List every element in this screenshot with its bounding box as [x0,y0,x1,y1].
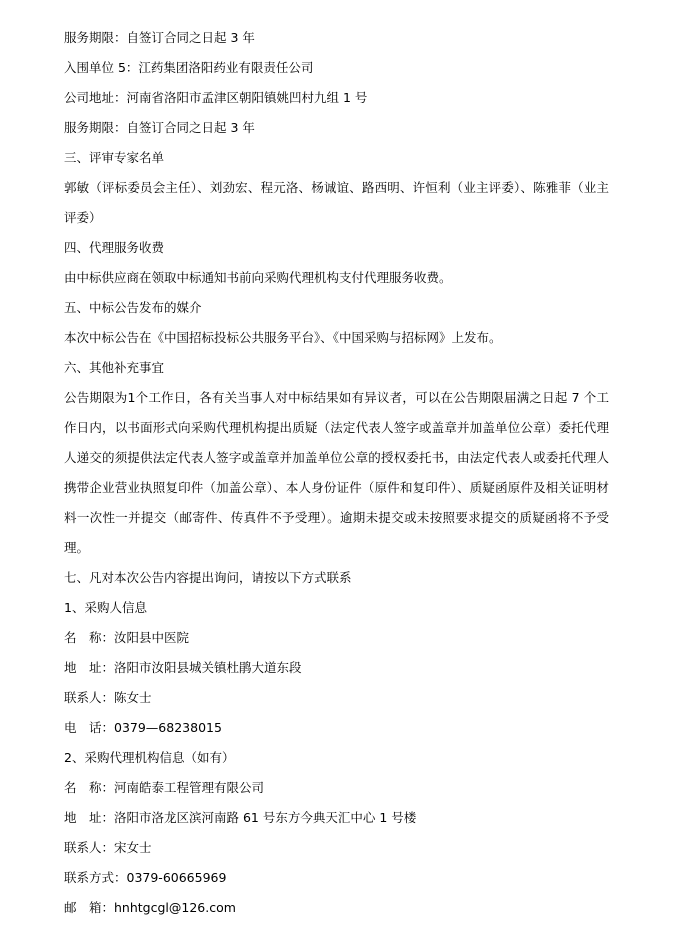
company-address-line: 公司地址：河南省洛阳市孟津区朝阳镇姚凹村九组 1 号 [64,90,368,105]
purchaser-address: 地 址：洛阳市汝阳县城关镇杜鹃大道东段 [64,660,302,675]
shortlisted-unit-5-line: 入围单位 5：江药集团洛阳药业有限责任公司 [64,60,314,75]
service-period-line-2: 服务期限：自签订合同之日起 3 年 [64,120,255,135]
experts-list: 郭敏（评标委员会主任）、刘劲宏、程元洛、杨诚谊、路西明、许恒利（业主评委）、陈雅菲（业主评委） [64,180,609,225]
purchaser-phone: 电 话：0379—68238015 [64,720,222,735]
section-heading-experts: 三、评审专家名单 [64,150,165,165]
service-period-line: 服务期限：自签订合同之日起 3 年 [64,30,255,45]
agency-email: 邮 箱：hnhtgcgl@126.com [64,900,236,915]
section-heading-other: 六、其他补充事宜 [64,360,165,375]
other-text: 公告期限为1个工作日，各有关当事人对中标结果如有异议者，可以在公告期限届满之日起 7 个工作日内，以书面形式向采购代理机构提出质疑（法定代表人签字或盖章并加盖单位公章）委托代理人递交的须提供法定代表人签字或盖章并加盖单位公章的授权委托书，由法定代表人或委托代理人携带企业营业执照复印件（加盖公章）、本人身份证件（原件和复印件）、质疑函原件及相关证明材料一次性一并提交（邮寄件、传真件不予受理）。逾期未提交或未按照要求提交的质疑函将不予受理。 [64,390,609,555]
purchaser-name: 名 称：汝阳县中医院 [64,630,190,645]
purchaser-contact: 联系人：陈女士 [64,690,152,705]
agency-address: 地 址：洛阳市洛龙区滨河南路 61 号东方今典天汇中心 1 号楼 [64,810,417,825]
agency-contact: 联系人：宋女士 [64,840,152,855]
fee-text: 由中标供应商在领取中标通知书前向采购代理机构支付代理服务收费。 [64,270,452,285]
section-heading-contact: 七、凡对本次公告内容提出询问，请按以下方式联系 [64,570,352,585]
purchaser-heading: 1、采购人信息 [64,600,147,615]
section-heading-media: 五、中标公告发布的媒介 [64,300,202,315]
agency-name: 名 称：河南皓泰工程管理有限公司 [64,780,265,795]
section-heading-fee: 四、代理服务收费 [64,240,165,255]
agency-phone: 联系方式：0379-60665969 [64,870,227,885]
media-text: 本次中标公告在《中国招标投标公共服务平台》、《中国采购与招标网》上发布。 [64,330,502,345]
agency-heading: 2、采购代理机构信息（如有） [64,750,235,765]
